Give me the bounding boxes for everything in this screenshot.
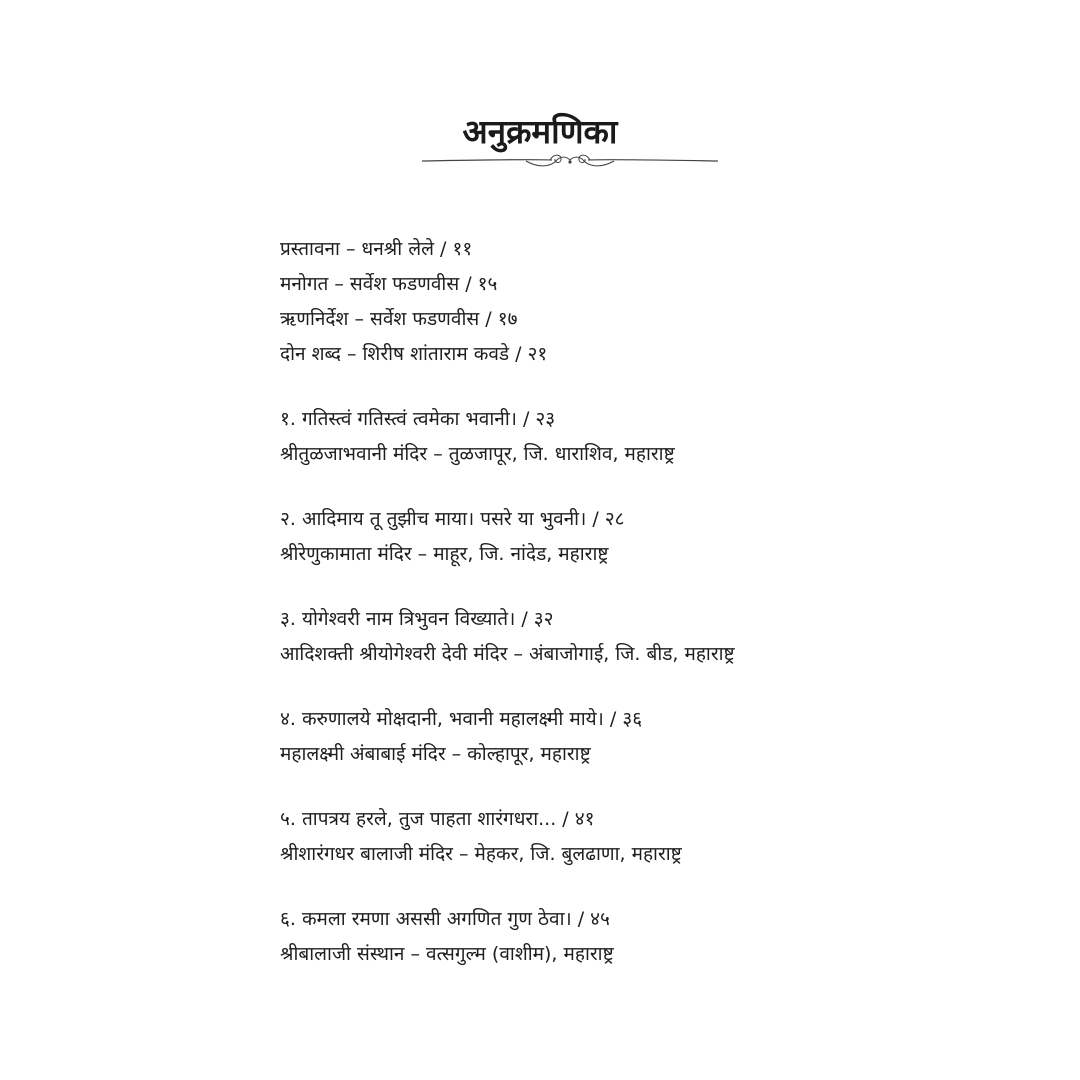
front-matter-entry: प्रस्तावना – धनश्री लेले / ११ (280, 238, 473, 260)
chapter-heading: ३. योगेश्वरी नाम त्रिभुवन विख्याते। / ३२ (280, 608, 554, 630)
front-matter-entry: दोन शब्द – शिरीष शांताराम कवडे / २१ (280, 343, 548, 365)
front-matter-list (280, 232, 735, 372)
chapter-entry (280, 602, 735, 672)
chapter-temple: आदिशक्ती श्रीयोगेश्वरी देवी मंदिर – अंबाजोगाई, जि. बीड, महाराष्ट्र (280, 643, 735, 665)
chapter-entry (280, 502, 735, 572)
chapter-temple: महालक्ष्मी अंबाबाई मंदिर – कोल्हापूर, महाराष्ट्र (280, 743, 591, 765)
chapter-entry (280, 902, 735, 972)
chapter-entry (280, 702, 735, 772)
chapter-heading: ५. तापत्रय हरले, तुज पाहता शारंगधरा... / ४१ (280, 808, 595, 830)
front-matter-entry: ऋणनिर्देश – सर्वेश फडणवीस / १७ (280, 308, 518, 330)
chapter-temple: श्रीबालाजी संस्थान – वत्सगुल्म (वाशीम), महाराष्ट्र (280, 943, 614, 965)
ornamental-flourish-icon (420, 148, 720, 172)
front-matter-entry: मनोगत – सर्वेश फडणवीस / १५ (280, 273, 498, 295)
chapter-heading: ४. करुणालये मोक्षदानी, भवानी महालक्ष्मी माये। / ३६ (280, 708, 643, 730)
chapter-entry (280, 402, 735, 472)
chapter-temple: श्रीतुळजाभवानी मंदिर – तुळजापूर, जि. धाराशिव, महाराष्ट्र (280, 443, 675, 465)
chapter-temple: श्रीरेणुकामाता मंदिर – माहूर, जि. नांदेड, महाराष्ट्र (280, 543, 609, 565)
chapter-heading: १. गतिस्त्वं गतिस्त्वं त्वमेका भवानी। / २३ (280, 408, 556, 430)
chapter-heading: ६. कमला रमणा अससी अगणित गुण ठेवा। / ४५ (280, 908, 610, 930)
chapter-temple: श्रीशारंगधर बालाजी मंदिर – मेहकर, जि. बुलढाणा, महाराष्ट्र (280, 843, 682, 865)
chapter-entry (280, 802, 735, 872)
page-title: अनुक्रमणिका (462, 112, 618, 151)
chapter-heading: २. आदिमाय तू तुझीच माया। पसरे या भुवनी। / २८ (280, 508, 625, 530)
table-of-contents (280, 232, 735, 972)
